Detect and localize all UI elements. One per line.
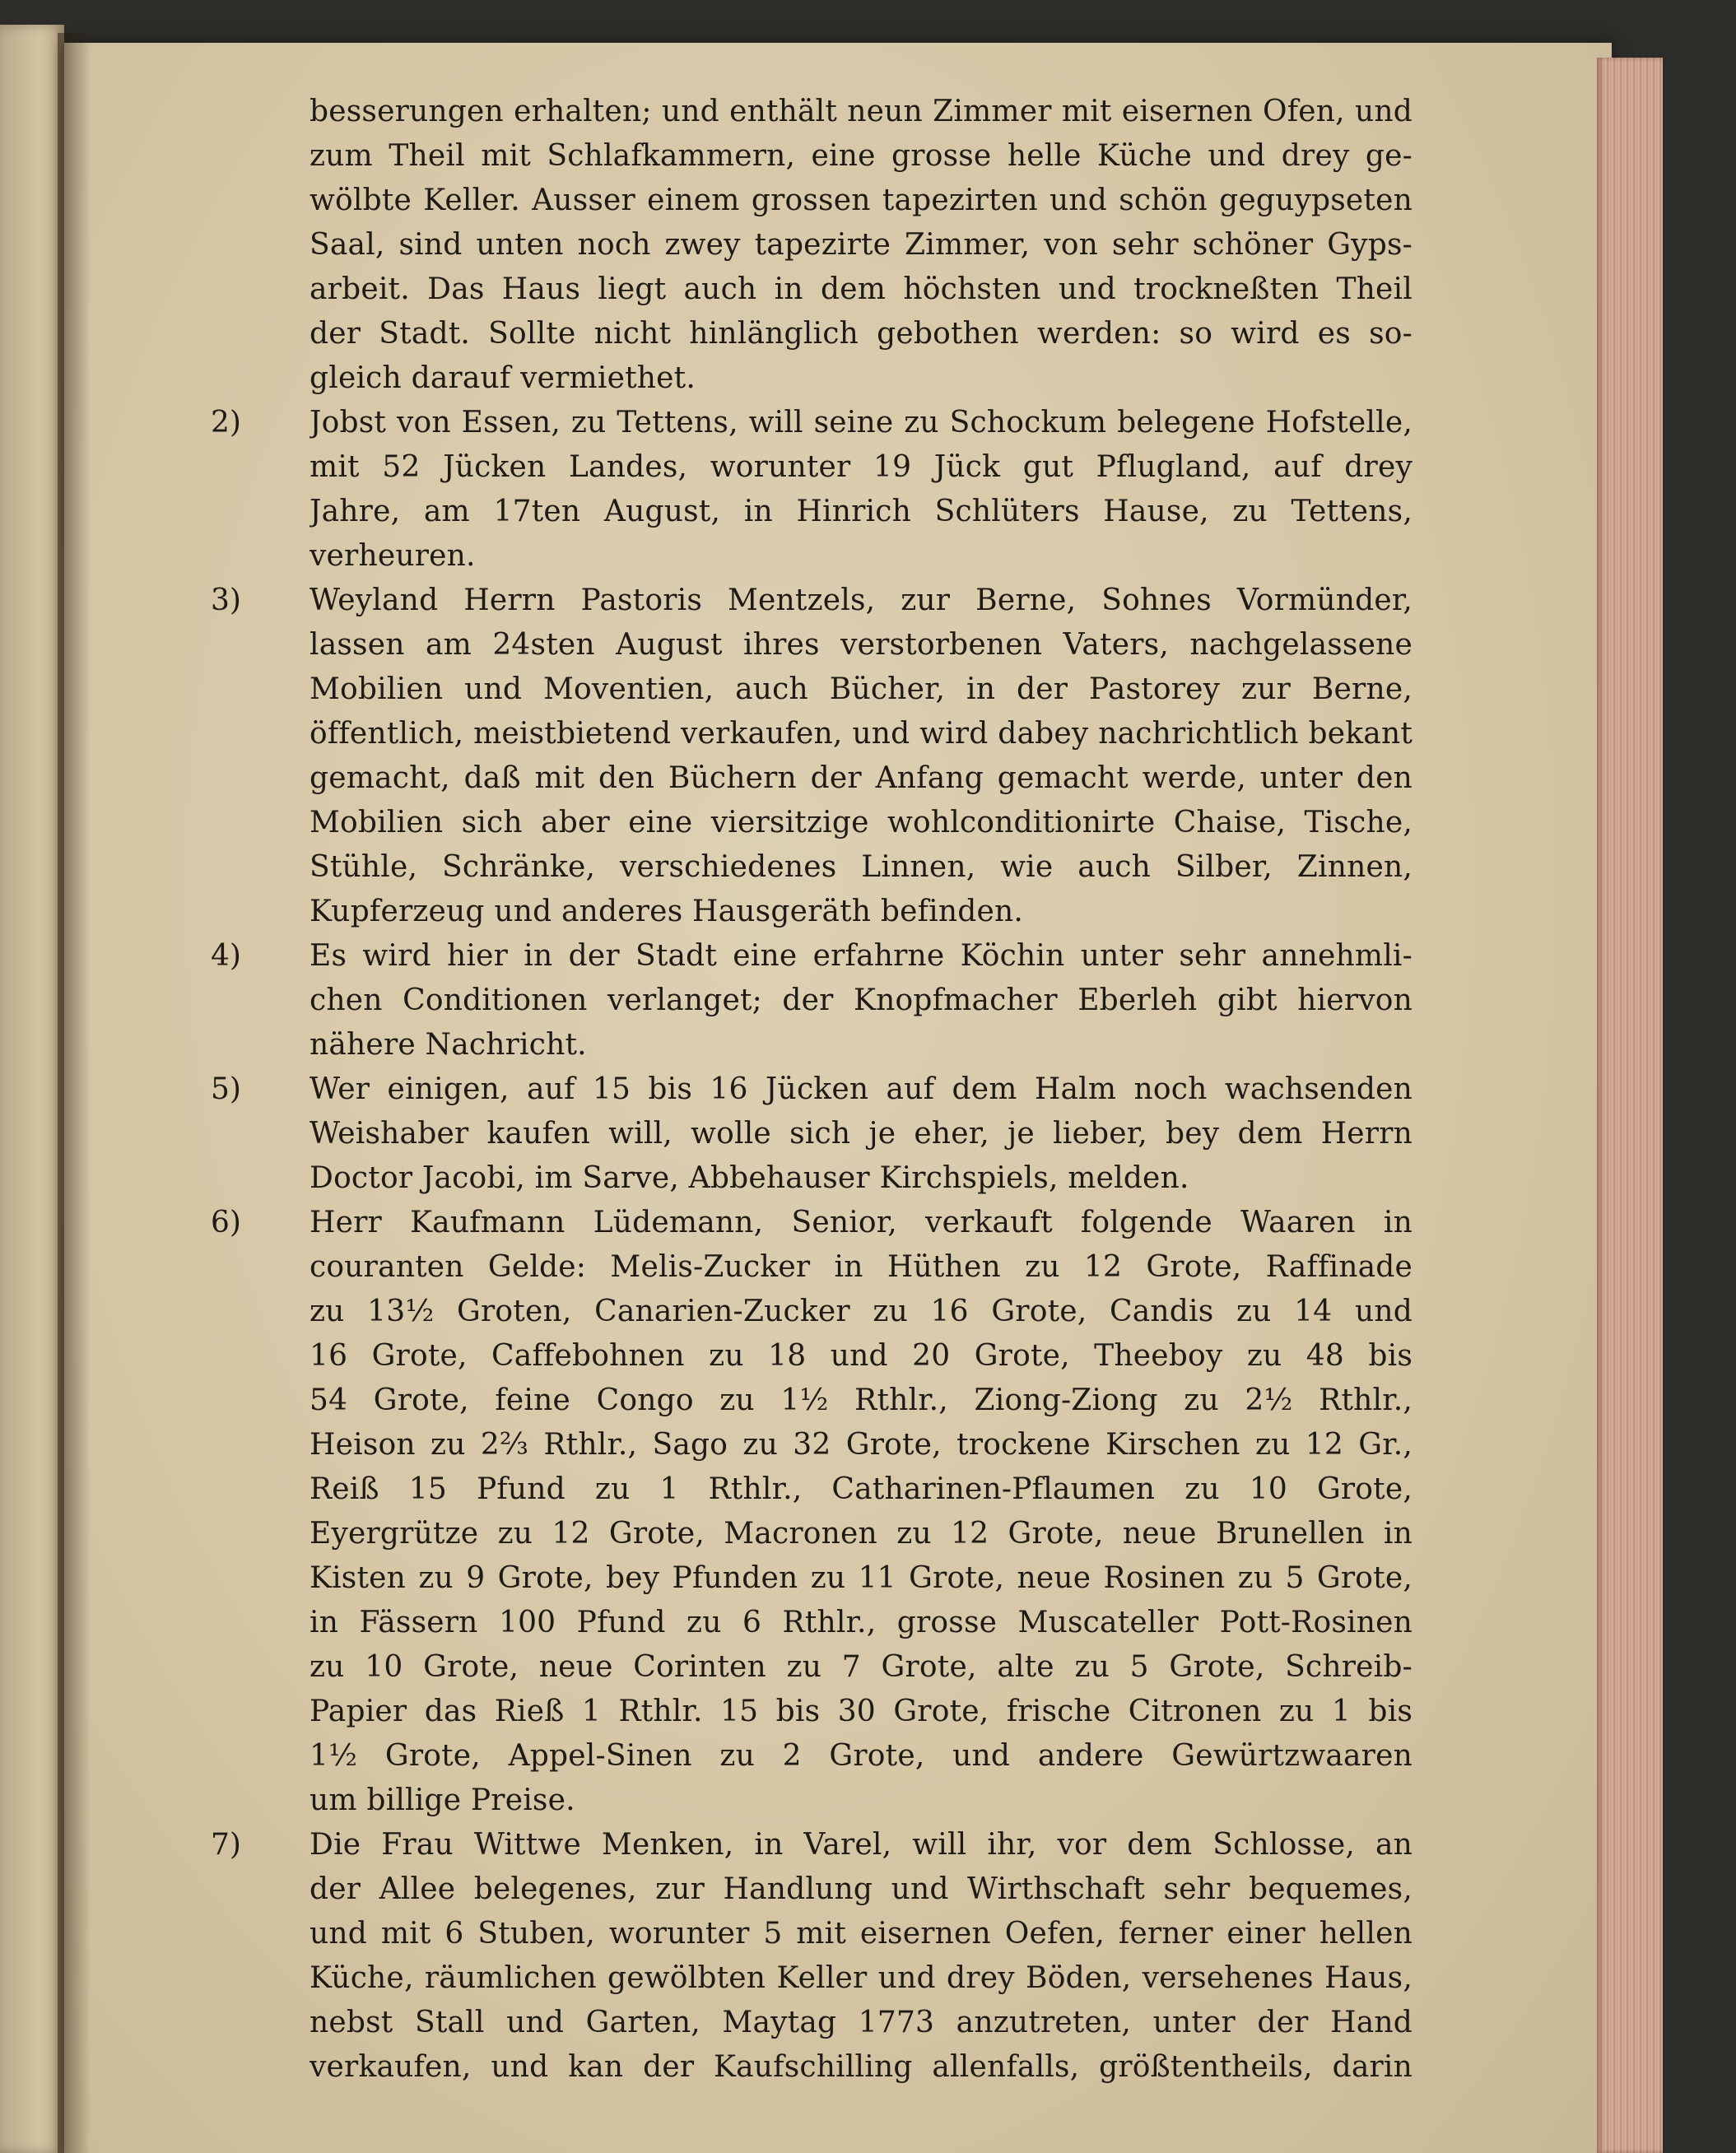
item-number: 3) bbox=[211, 584, 241, 617]
text-line: in Fässern 100 Pfund zu 6 Rthlr., grosse Muscateller Pott-Rosinen bbox=[310, 1606, 1413, 1639]
text-line: 54 Grote, feine Congo zu 1½ Rthlr., Ziong-Ziong zu 2½ Rthlr., bbox=[310, 1383, 1413, 1417]
text-line: der Allee belegenes, zur Handlung und Wirthschaft sehr bequemes, bbox=[310, 1872, 1413, 1906]
text-line: Saal, sind unten noch zwey tapezirte Zimmer, von sehr schöner Gyps- bbox=[310, 228, 1413, 262]
text-line: zum Theil mit Schlafkammern, eine grosse helle Küche und drey ge- bbox=[310, 139, 1413, 173]
text-line: Kupferzeug und anderes Hausgeräth befinden. bbox=[310, 895, 1023, 928]
previous-page-edge bbox=[0, 25, 64, 2153]
text-line: 16 Grote, Caffebohnen zu 18 und 20 Grote, Theeboy zu 48 bis bbox=[310, 1339, 1413, 1373]
text-line: Mobilien sich aber eine viersitzige wohlconditionirte Chaise, Tische, bbox=[310, 806, 1413, 839]
book-page bbox=[64, 43, 1612, 2153]
text-line: Weyland Herrn Pastoris Mentzels, zur Berne, Sohnes Vormünder, bbox=[310, 584, 1413, 617]
text-line: nebst Stall und Garten, Maytag 1773 anzutreten, unter der Hand bbox=[310, 2006, 1413, 2039]
text-line: Reiß 15 Pfund zu 1 Rthlr., Catharinen-Pflaumen zu 10 Grote, bbox=[310, 1472, 1413, 1506]
text-line: öffentlich, meistbietend verkaufen, und wird dabey nachrichtlich bekant bbox=[310, 717, 1413, 751]
text-line: verheuren. bbox=[310, 539, 476, 573]
item-number: 6) bbox=[211, 1206, 241, 1239]
text-line: Es wird hier in der Stadt eine erfahrne Köchin unter sehr annehmli- bbox=[310, 939, 1413, 973]
text-line: mit 52 Jücken Landes, worunter 19 Jück gut Pflugland, auf drey bbox=[310, 450, 1413, 484]
item-number: 2) bbox=[211, 406, 241, 439]
text-line: Papier das Rieß 1 Rthlr. 15 bis 30 Grote, frische Citronen zu 1 bis bbox=[310, 1695, 1413, 1728]
text-line: Herr Kaufmann Lüdemann, Senior, verkauft folgende Waaren in bbox=[310, 1206, 1413, 1239]
text-line: Küche, räumlichen gewölbten Keller und drey Böden, versehenes Haus, bbox=[310, 1961, 1413, 1995]
text-line: arbeit. Das Haus liegt auch in dem höchsten und trockneßten Theil bbox=[310, 272, 1413, 306]
text-line: Weishaber kaufen will, wolle sich je eher, je lieber, bey dem Herrn bbox=[310, 1117, 1413, 1151]
text-line: nähere Nachricht. bbox=[310, 1028, 587, 1062]
text-line: gemacht, daß mit den Büchern der Anfang gemacht werde, unter den bbox=[310, 761, 1413, 795]
text-line: Doctor Jacobi, im Sarve, Abbehauser Kirchspiels, melden. bbox=[310, 1161, 1189, 1195]
text-line: zu 13½ Groten, Canarien-Zucker zu 16 Grote, Candis zu 14 und bbox=[310, 1295, 1413, 1328]
text-line: der Stadt. Sollte nicht hinlänglich gebothen werden: so wird es so- bbox=[310, 317, 1413, 351]
text-line: Stühle, Schränke, verschiedenes Linnen, wie auch Silber, Zinnen, bbox=[310, 850, 1413, 884]
text-line: lassen am 24sten August ihres verstorbenen Vaters, nachgelassene bbox=[310, 628, 1413, 662]
text-line: 1½ Grote, Appel-Sinen zu 2 Grote, und andere Gewürtzwaaren bbox=[310, 1739, 1413, 1773]
text-line: Jahre, am 17ten August, in Hinrich Schlüters Hause, zu Tettens, bbox=[310, 495, 1413, 528]
text-line: Heison zu 2⅔ Rthlr., Sago zu 32 Grote, trockene Kirschen zu 12 Gr., bbox=[310, 1428, 1413, 1462]
text-line: wölbte Keller. Ausser einem grossen tapezirten und schön geguypseten bbox=[310, 184, 1413, 217]
text-line: Mobilien und Moventien, auch Bücher, in der Pastorey zur Berne, bbox=[310, 672, 1413, 706]
item-number: 4) bbox=[211, 939, 241, 973]
text-line: Jobst von Essen, zu Tettens, will seine zu Schockum belegene Hofstelle, bbox=[310, 406, 1413, 439]
text-line: besserungen erhalten; und enthält neun Zimmer mit eisernen Ofen, und bbox=[310, 95, 1413, 128]
text-line: verkaufen, und kan der Kaufschilling allenfalls, größtentheils, darin bbox=[310, 2050, 1413, 2084]
text-line: Wer einigen, auf 15 bis 16 Jücken auf dem Halm noch wachsenden bbox=[310, 1072, 1413, 1106]
page-stack-edges bbox=[1597, 58, 1663, 2153]
text-line: und mit 6 Stuben, worunter 5 mit eisernen Oefen, ferner einer hellen bbox=[310, 1917, 1413, 1951]
text-line: gleich darauf vermiethet. bbox=[310, 361, 696, 395]
item-number: 5) bbox=[211, 1072, 241, 1106]
text-line: Die Frau Wittwe Menken, in Varel, will ihr, vor dem Schlosse, an bbox=[310, 1828, 1413, 1862]
text-line: chen Conditionen verlanget; der Knopfmacher Eberleh gibt hiervon bbox=[310, 983, 1413, 1017]
item-number: 7) bbox=[211, 1828, 241, 1862]
text-line: Eyergrütze zu 12 Grote, Macronen zu 12 Grote, neue Brunellen in bbox=[310, 1517, 1413, 1551]
text-line: couranten Gelde: Melis-Zucker in Hüthen zu 12 Grote, Raffinade bbox=[310, 1250, 1413, 1284]
text-line: Kisten zu 9 Grote, bey Pfunden zu 11 Grote, neue Rosinen zu 5 Grote, bbox=[310, 1561, 1413, 1595]
text-line: zu 10 Grote, neue Corinten zu 7 Grote, alte zu 5 Grote, Schreib- bbox=[310, 1650, 1413, 1684]
gutter-shadow bbox=[58, 33, 91, 2153]
text-line: um billige Preise. bbox=[310, 1783, 575, 1817]
